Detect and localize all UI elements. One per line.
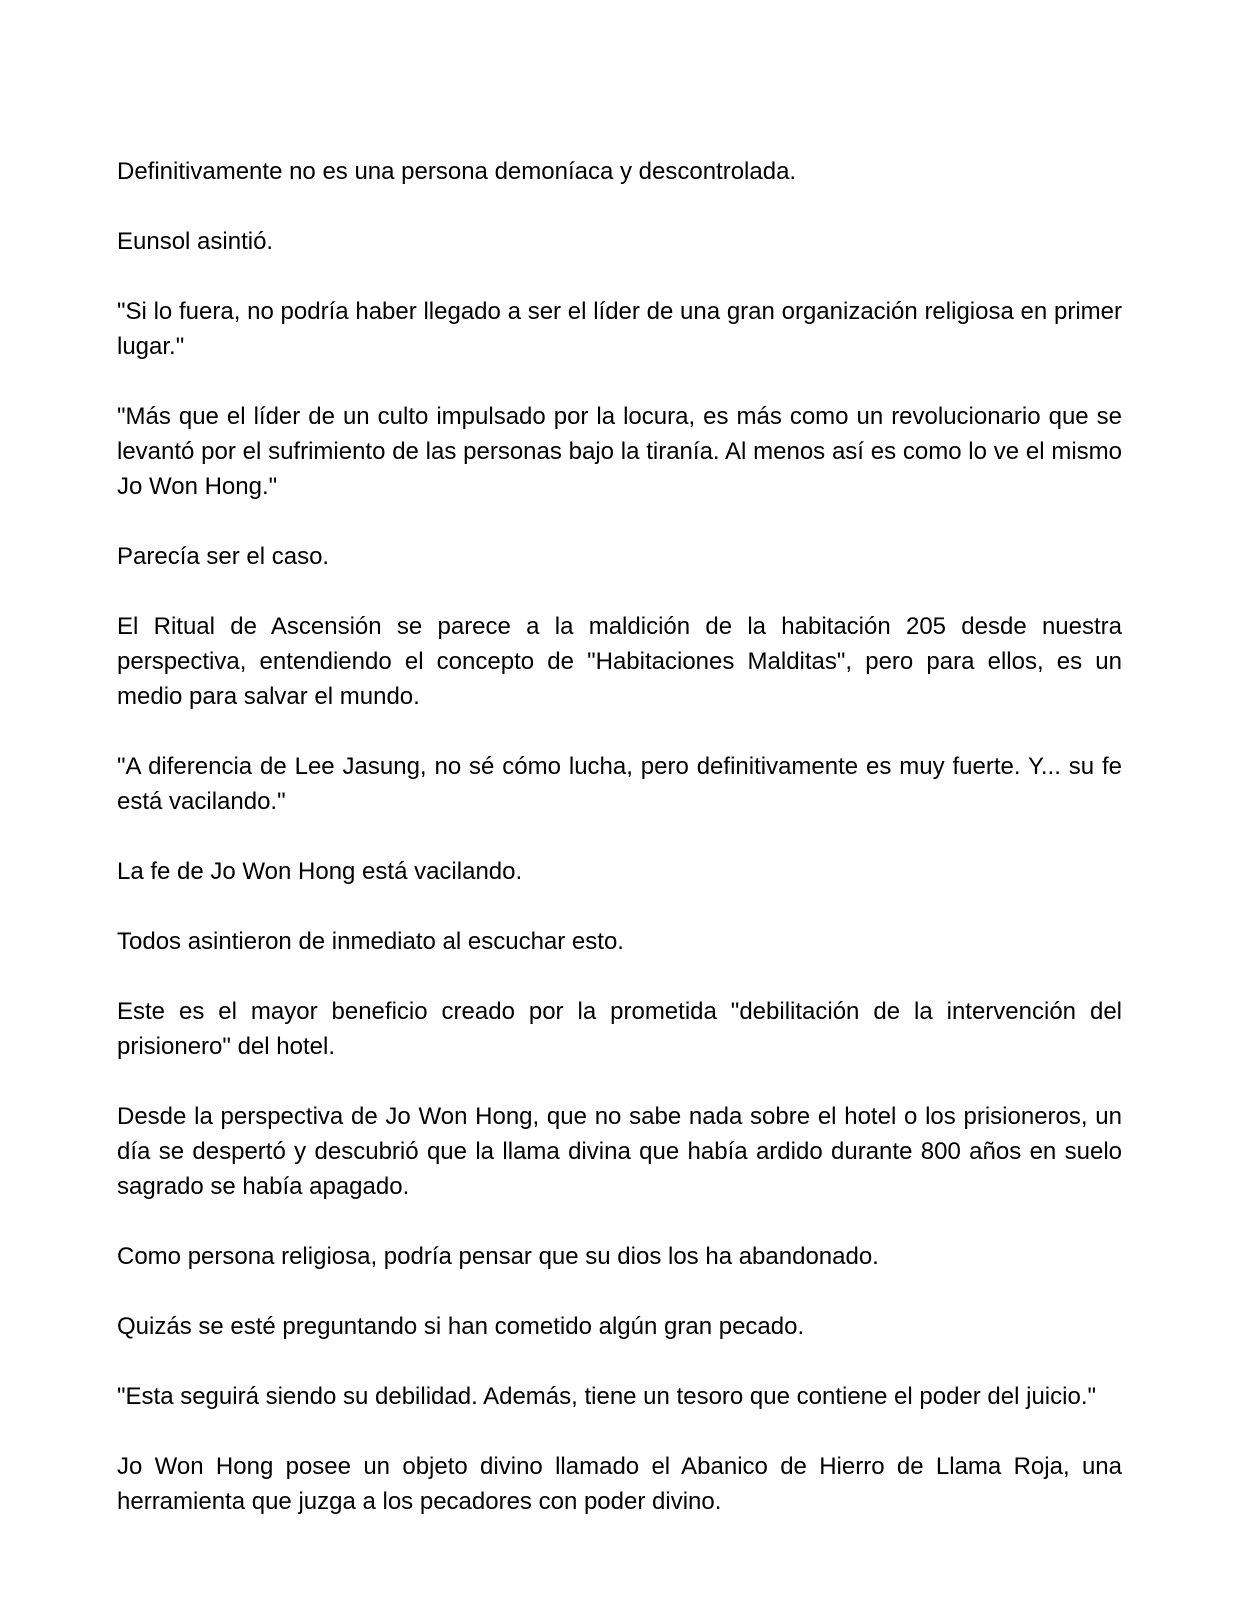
document-body xyxy=(117,154,1122,1519)
paragraph-8: La fe de Jo Won Hong está vacilando. xyxy=(117,858,523,885)
paragraph-4: "Más que el líder de un culto impulsado por la locura, es más como un revolucionario que se levantó por el sufrimiento de las personas bajo la tiranía. Al menos así es como lo ve el mismo Jo Won Hong." xyxy=(117,403,1122,500)
paragraph-1: Definitivamente no es una persona demoníaca y descontrolada. xyxy=(117,158,797,185)
paragraph-13: Quizás se esté preguntando si han cometido algún gran pecado. xyxy=(117,1313,805,1340)
paragraph-5: Parecía ser el caso. xyxy=(117,543,330,570)
paragraph-10: Este es el mayor beneficio creado por la prometida "debilitación de la intervención del prisionero" del hotel. xyxy=(117,998,1122,1060)
paragraph-14: "Esta seguirá siendo su debilidad. Además, tiene un tesoro que contiene el poder del juicio." xyxy=(117,1383,1097,1410)
paragraph-15: Jo Won Hong posee un objeto divino llamado el Abanico de Hierro de Llama Roja, una herramienta que juzga a los pecadores con poder divino. xyxy=(117,1453,1122,1515)
paragraph-7: "A diferencia de Lee Jasung, no sé cómo lucha, pero definitivamente es muy fuerte. Y... su fe está vacilando." xyxy=(117,753,1122,815)
paragraph-3: "Si lo fuera, no podría haber llegado a ser el líder de una gran organización religiosa en primer lugar." xyxy=(117,298,1122,360)
paragraph-9: Todos asintieron de inmediato al escuchar esto. xyxy=(117,928,624,955)
paragraph-6: El Ritual de Ascensión se parece a la maldición de la habitación 205 desde nuestra perspectiva, entendiendo el concepto de "Habitaciones Malditas", pero para ellos, es un medio para salvar el mundo. xyxy=(117,613,1122,710)
paragraph-2: Eunsol asintió. xyxy=(117,228,274,255)
paragraph-11: Desde la perspectiva de Jo Won Hong, que no sabe nada sobre el hotel o los prisioneros, un día se despertó y descubrió que la llama divina que había ardido durante 800 años en suelo sagrado se había apagado. xyxy=(117,1103,1122,1200)
paragraph-12: Como persona religiosa, podría pensar que su dios los ha abandonado. xyxy=(117,1243,879,1270)
